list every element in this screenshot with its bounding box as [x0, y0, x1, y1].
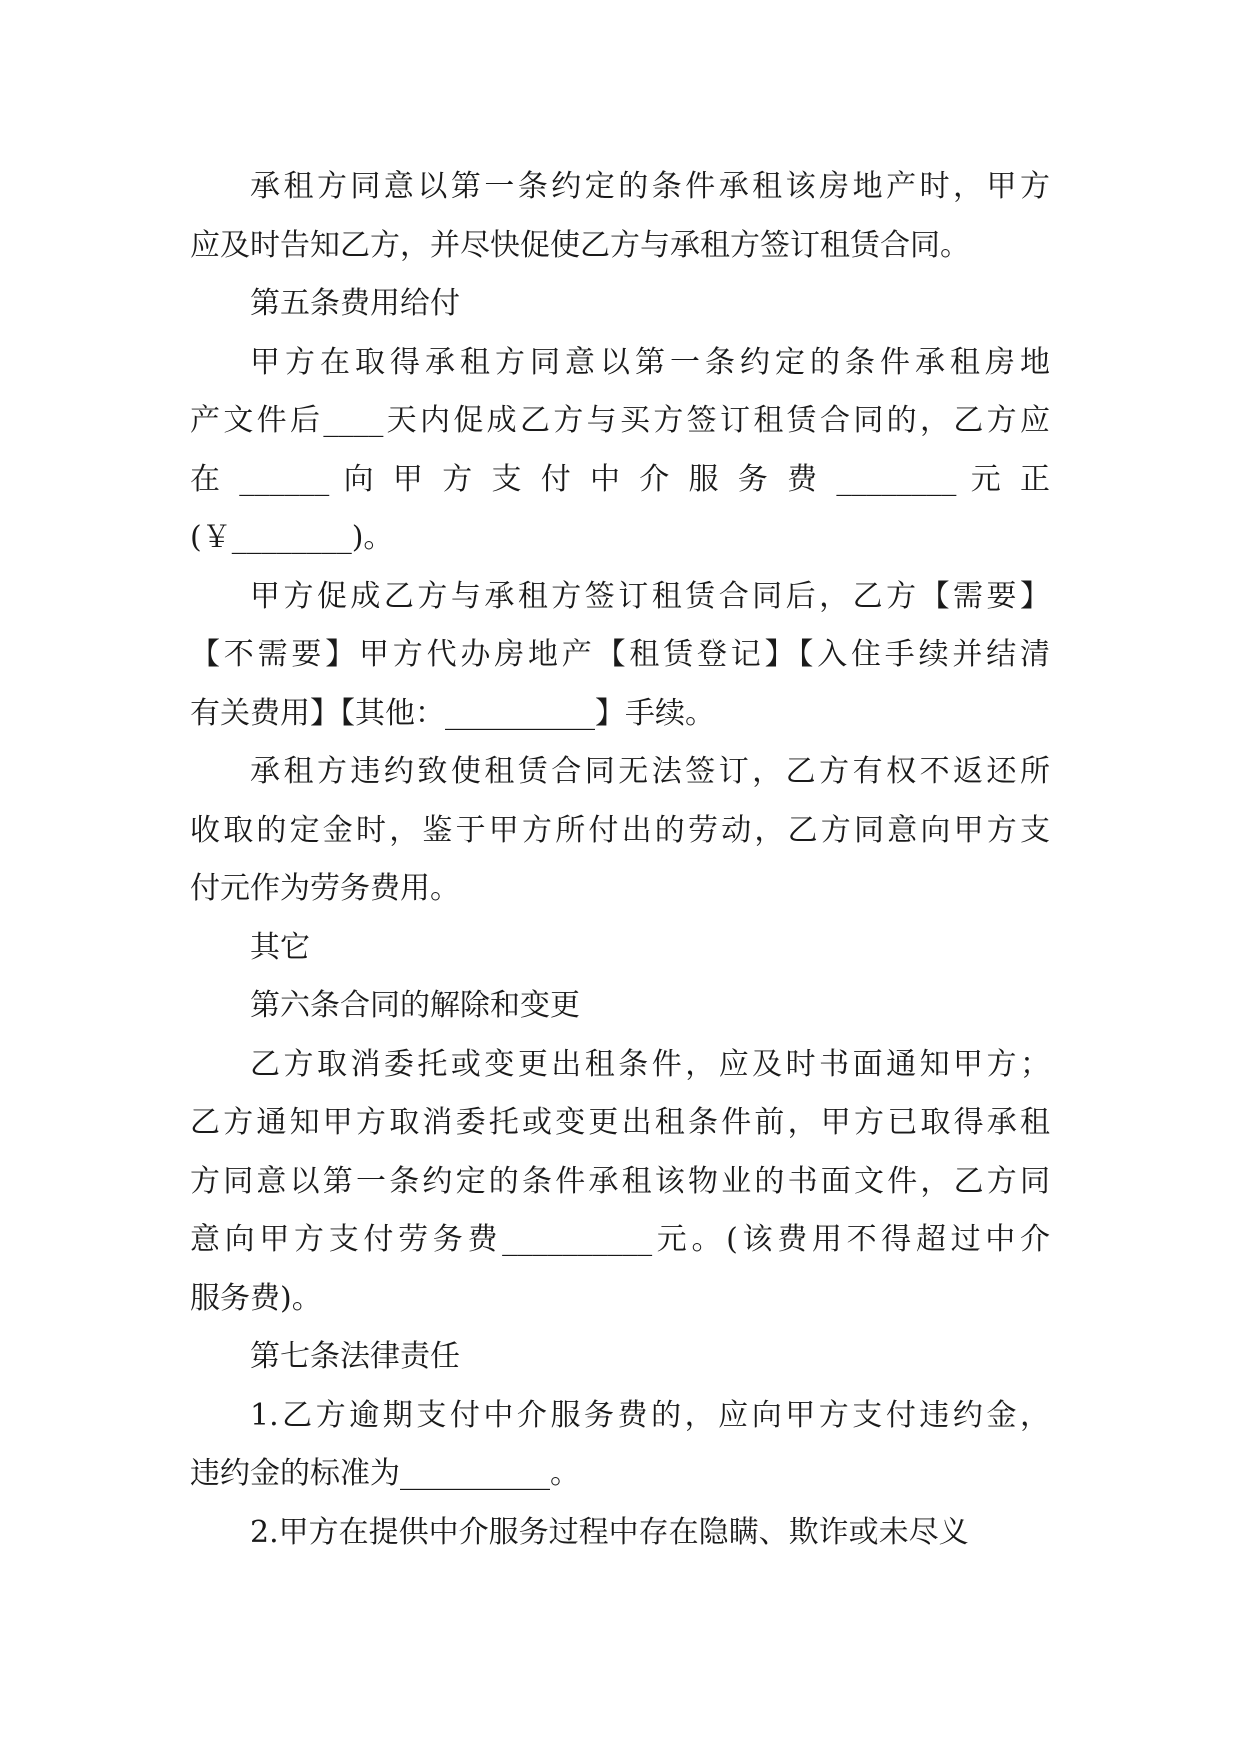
text-line: 意向甲方支付劳务费__________元。(该费用不得超过中介 — [190, 1222, 1050, 1257]
paragraph-p3 — [190, 334, 1050, 568]
text-line: 其它 — [250, 929, 310, 965]
text-line: 付元作为劳务费用。 — [190, 871, 460, 906]
text-line: 2.甲方在提供中介服务过程中存在隐瞒、欺诈或未尽义 — [250, 1514, 969, 1550]
paragraph-p2 — [190, 275, 1050, 334]
paragraph-p11 — [190, 1504, 1050, 1563]
text-line: 乙方通知甲方取消委托或变更出租条件前，甲方已取得承租 — [190, 1105, 1050, 1140]
text-line: 甲方促成乙方与承租方签订租赁合同后，乙方【需要】 — [250, 578, 1050, 614]
document-body — [190, 158, 1050, 1562]
paragraph-p1 — [190, 158, 1050, 275]
paragraph-p7 — [190, 977, 1050, 1036]
paragraph-p6 — [190, 919, 1050, 978]
text-line: 甲方在取得承租方同意以第一条约定的条件承租房地 — [250, 344, 1050, 380]
text-line: 【不需要】甲方代办房地产【租赁登记】【入住手续并结清 — [190, 637, 1050, 672]
text-line: 收取的定金时，鉴于甲方所付出的劳动，乙方同意向甲方支 — [190, 812, 1050, 848]
text-line: 产文件后____天内促成乙方与买方签订租赁合同的，乙方应 — [190, 403, 1050, 438]
text-line: 第五条费用给付 — [250, 286, 460, 321]
text-line: 第六条合同的解除和变更 — [250, 988, 580, 1023]
paragraph-p8 — [190, 1036, 1050, 1329]
text-line: 违约金的标准为__________。 — [190, 1456, 580, 1491]
text-line: 有关费用】【其他：__________】手续。 — [190, 695, 715, 731]
paragraph-p10 — [190, 1387, 1050, 1504]
paragraph-p5 — [190, 743, 1050, 919]
text-line: (￥________)。 — [190, 520, 394, 555]
paragraph-p4 — [190, 568, 1050, 744]
text-line: 在 ______ 向 甲 方 支 付 中 介 服 务 费 ________ 元 正 — [190, 461, 1050, 497]
text-line: 第七条法律责任 — [250, 1339, 460, 1374]
text-line: 方同意以第一条约定的条件承租该物业的书面文件，乙方同 — [190, 1163, 1050, 1199]
text-line: 服务费)。 — [190, 1280, 322, 1316]
text-line: 1.乙方逾期支付中介服务费的，应向甲方支付违约金， — [250, 1397, 1050, 1433]
text-line: 承租方违约致使租赁合同无法签订，乙方有权不返还所 — [250, 754, 1050, 789]
paragraph-p9 — [190, 1328, 1050, 1387]
text-line: 承租方同意以第一条约定的条件承租该房地产时，甲方 — [250, 169, 1050, 204]
text-line: 乙方取消委托或变更出租条件，应及时书面通知甲方； — [250, 1046, 1050, 1082]
text-line: 应及时告知乙方，并尽快促使乙方与承租方签订租赁合同。 — [190, 227, 970, 263]
